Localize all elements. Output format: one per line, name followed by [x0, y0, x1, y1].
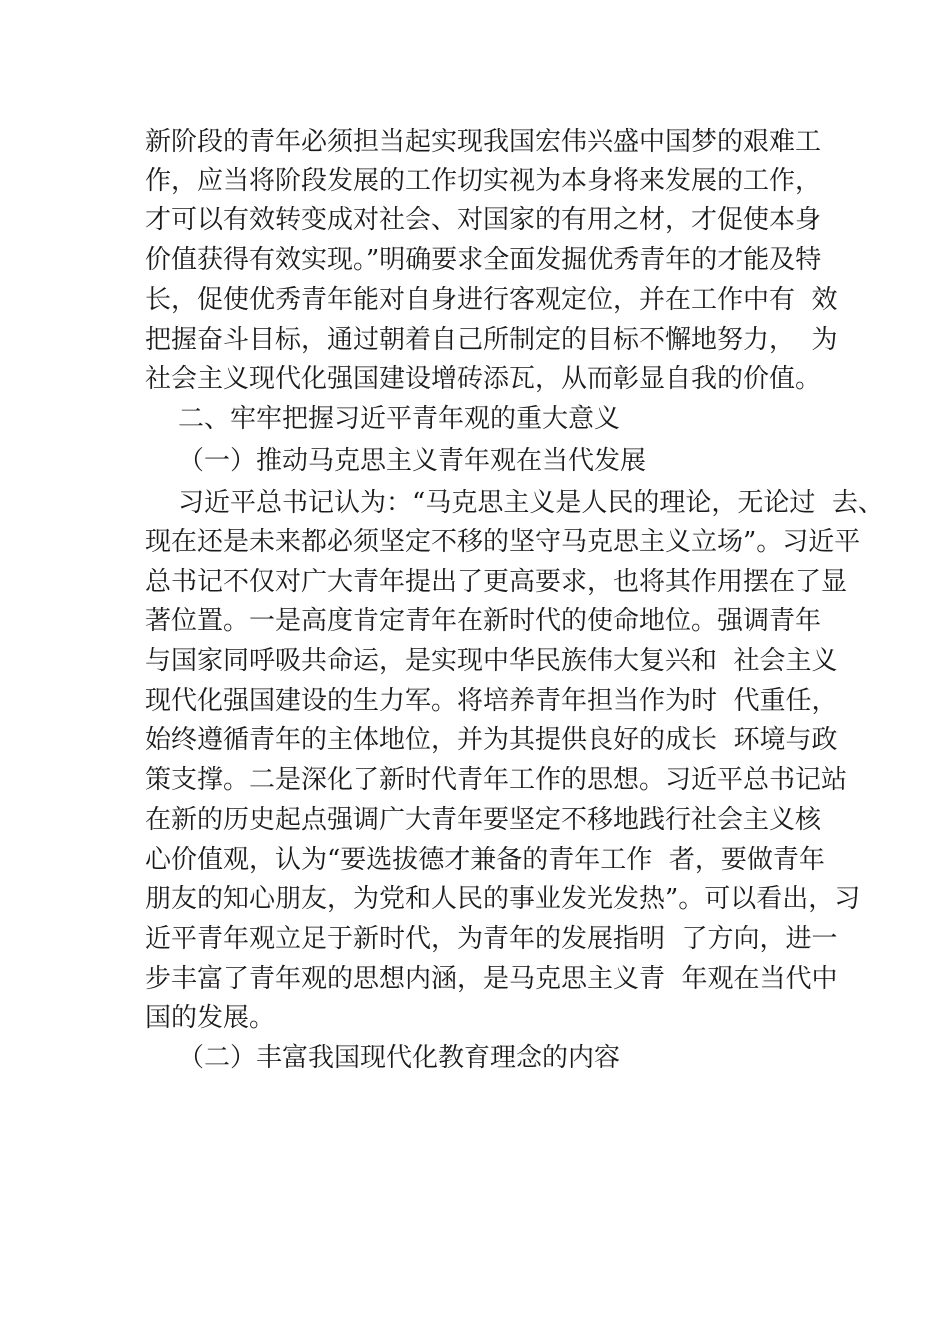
text-line: 作，应当将阶段发展的工作切实视为本身将来发展的工作，	[145, 166, 822, 196]
section-heading: 二、牢牢把握习近平青年观的重大意义	[145, 404, 621, 434]
text-line: 步丰富了青年观的思想内涵，是马克思主义青 年观在当代中	[145, 964, 838, 994]
text-line: 始终遵循青年的主体地位，并为其提供良好的成长 环境与政	[145, 725, 838, 755]
text-line: 策支撑。二是深化了新时代青年工作的思想。习近平总书记站	[145, 765, 848, 795]
text-line: 国的发展。	[145, 1003, 276, 1033]
text-line: 现在还是未来都必须坚定不移的坚守马克思主义立场”。习近平	[145, 527, 861, 557]
text-line: 社会主义现代化强国建设增砖添瓦，从而彰显自我的价值。	[145, 364, 822, 394]
text-line: 现代化强国建设的生力军。将培养青年担当作为时 代重任，	[145, 686, 838, 716]
text-line: 长，促使优秀青年能对自身进行客观定位，并在工作中有 效	[145, 285, 838, 315]
text-line: 新阶段的青年必须担当起实现我国宏伟兴盛中国梦的艰难工	[145, 127, 822, 157]
text-line: 在新的历史起点强调广大青年要坚定不移地践行社会主义核	[145, 805, 822, 835]
subsection-heading: （一）推动马克思主义青年观在当代发展	[145, 446, 647, 476]
text-line: 与国家同呼吸共命运，是实现中华民族伟大复兴和 社会主义	[145, 646, 838, 676]
text-line: 朋友的知心朋友，为党和人民的事业发光发热”。可以看出，习	[145, 884, 861, 914]
text-line: 心价值观，认为“要选拔德才兼备的青年工作 者，要做青年	[145, 845, 825, 875]
text-line: 近平青年观立足于新时代，为青年的发展指明 了方向，进一	[145, 924, 838, 954]
subsection-heading: （二）丰富我国现代化教育理念的内容	[145, 1043, 621, 1073]
text-line: 著位置。一是高度肯定青年在新时代的使命地位。强调青年	[145, 606, 822, 636]
text-line: 习近平总书记认为：“马克思主义是人民的理论，无论过 去、	[145, 488, 884, 518]
text-line: 把握奋斗目标，通过朝着自己所制定的目标不懈地努力， 为	[145, 325, 838, 355]
text-line: 总书记不仅对广大青年提出了更高要求，也将其作用摆在了显	[145, 567, 848, 597]
text-line: 价值获得有效实现。”明确要求全面发掘优秀青年的才能及特	[145, 245, 822, 275]
text-line: 才可以有效转变成对社会、对国家的有用之材，才促使本身	[145, 205, 822, 235]
